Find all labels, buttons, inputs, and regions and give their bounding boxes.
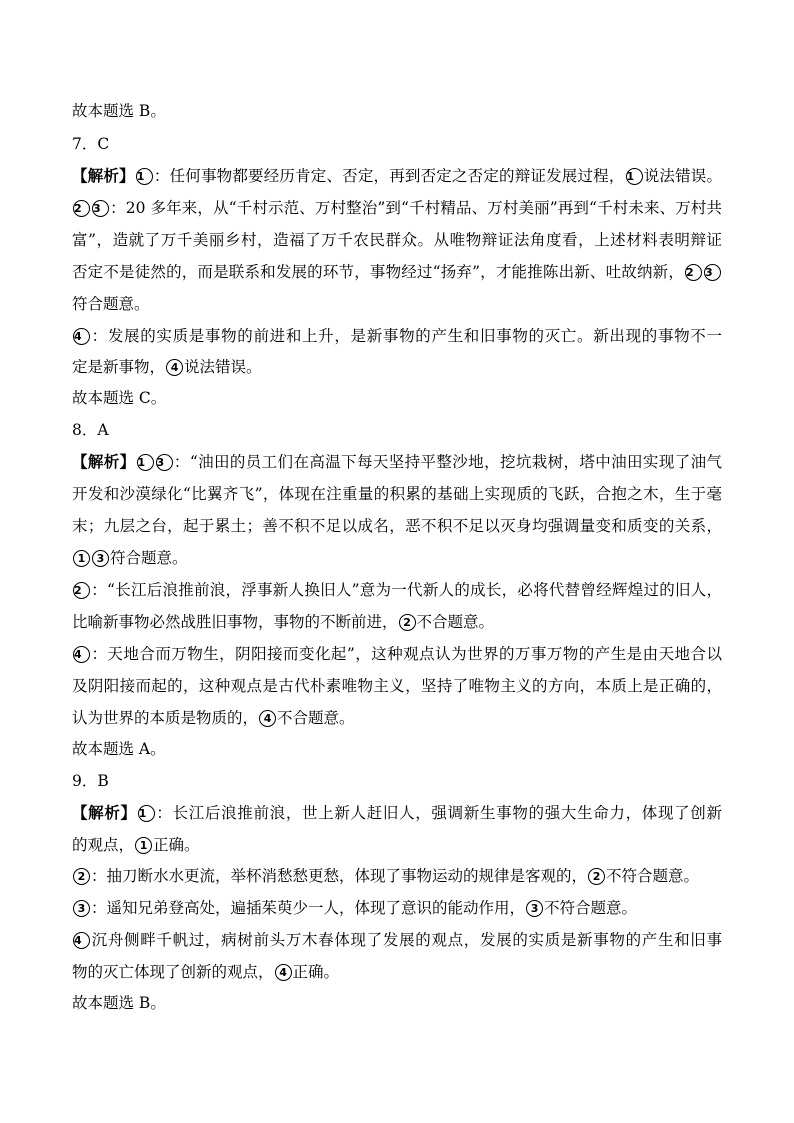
text-line: 故本题选 A。 xyxy=(72,740,166,758)
text-line: 物的灭亡体现了创新的观点， 4 正确。 xyxy=(72,963,340,981)
text-line: 4 沉舟侧畔千帆过，病树前头万木春体现了发展的观点，发展的实质是新事物的产生和旧事 xyxy=(74,931,722,949)
circled-number-2: 2 xyxy=(685,264,702,281)
text-line: 2 3 ：20 多年来，从“千村示范、万村整治”到“千村精品、万村美丽”再到“千村未来、万村共 xyxy=(74,199,722,217)
circled-number-1: 1 xyxy=(138,805,155,822)
text-line: 【解析】 1 ：任何事物都要经历肯定、否定，再到否定之否定的辩证发展过程， 1 说法错误。 xyxy=(72,166,722,185)
circled-number-3: 3 xyxy=(92,200,109,217)
circled-number-3: 3 xyxy=(92,550,109,567)
text-line: 3 ：遥知兄弟登高处，遍插茱萸少一人，体现了意识的能动作用， 3 不符合题意。 xyxy=(72,898,637,918)
text-line: 2 ：“长江后浪推前浪，浮事新人换旧人”意为一代新人的成长，必将代替曾经辉煌过的旧人， xyxy=(74,581,722,599)
circled-number-4: 4 xyxy=(259,710,276,727)
text-line: 富”，造就了万千美丽乡村，造福了万千农民群众。从唯物辩证法角度看，上述材料表明辩证 xyxy=(72,231,722,249)
circled-number-2: 2 xyxy=(399,614,416,631)
circled-number-2: 2 xyxy=(73,582,90,599)
text-line: 开发和沙漠绿化“比翼齐飞”，体现在注重量的积累的基础上实现质的飞跃，合抱之木，生于毫 xyxy=(72,485,722,503)
circled-number-3: 3 xyxy=(73,900,90,917)
text-line: 故本题选 C。 xyxy=(72,389,167,407)
text-line: 及阴阳接而起的，这种观点是古代朴素唯物主义，坚持了唯物主义的方向，本质上是正确的， xyxy=(72,677,722,695)
text-line: 故本题选 B。 xyxy=(72,102,166,120)
text-line: 7．C xyxy=(72,135,110,153)
text-line: 2 ：抽刀断水水更流，举杯消愁愁更愁，体现了事物运动的规律是客观的， 2 不符合题意。 xyxy=(72,866,699,886)
text-line: 定是新事物， 4 说法错误。 xyxy=(72,358,262,376)
circled-number-1: 1 xyxy=(626,168,643,185)
circled-number-2: 2 xyxy=(588,868,605,885)
circled-number-4: 4 xyxy=(73,328,90,345)
circled-number-4: 4 xyxy=(73,932,90,949)
text-line: 末；九层之台，起于累土；善不积不足以成名，恶不积不足以灭身均强调量变和质变的关系， xyxy=(72,517,722,535)
text-line: 9．B xyxy=(72,772,109,790)
text-line: 的观点， 1 正确。 xyxy=(72,836,200,854)
text-line: 4 ：天地合而万物生，阴阳接而变化起”，这种观点认为世界的万事万物的产生是由天地合以 xyxy=(74,645,722,663)
circled-number-4: 4 xyxy=(166,359,183,376)
circled-number-4: 4 xyxy=(73,646,90,663)
analysis-tag: 【解析】 xyxy=(72,803,137,822)
circled-number-3: 3 xyxy=(156,454,173,471)
circled-number-3: 3 xyxy=(704,264,721,281)
circled-number-3: 3 xyxy=(526,900,543,917)
text-line: 1 3 符合题意。 xyxy=(72,548,188,568)
circled-number-4: 4 xyxy=(275,964,292,981)
text-line: 比喻新事物必然战胜旧事物，事物的不断前进， 2 不合题意。 xyxy=(72,613,495,631)
circled-number-2: 2 xyxy=(73,200,90,217)
text-line: 【解析】 1 3 ：“油田的员工们在高温下每天坚持平整沙地，挖坑栽树，塔中油田实现了油气 xyxy=(72,452,722,471)
text-line: 【解析】 1 ：长江后浪推前浪，世上新人赶旧人，强调新生事物的强大生命力，体现了创新 xyxy=(72,803,722,822)
circled-number-2: 2 xyxy=(73,868,90,885)
circled-number-1: 1 xyxy=(136,168,153,185)
circled-number-1: 1 xyxy=(73,550,90,567)
text-line: 认为世界的本质是物质的， 4 不合题意。 xyxy=(72,709,355,727)
text-line: 故本题选 B。 xyxy=(72,994,166,1012)
text-line: 否定不是徒然的，而是联系和发展的环节，事物经过“扬弃”，才能推陈出新、吐故纳新， 2 3 xyxy=(72,262,722,282)
text-line: 4 ：发展的实质是事物的前进和上升，是新事物的产生和旧事物的灭亡。新出现的事物不一 xyxy=(74,327,722,345)
text-line: 符合题意。 xyxy=(72,295,150,313)
analysis-tag: 【解析】 xyxy=(72,166,135,185)
analysis-tag: 【解析】 xyxy=(72,452,136,471)
text-line: 8．A xyxy=(72,421,109,439)
circled-number-1: 1 xyxy=(135,837,152,854)
circled-number-1: 1 xyxy=(137,454,154,471)
